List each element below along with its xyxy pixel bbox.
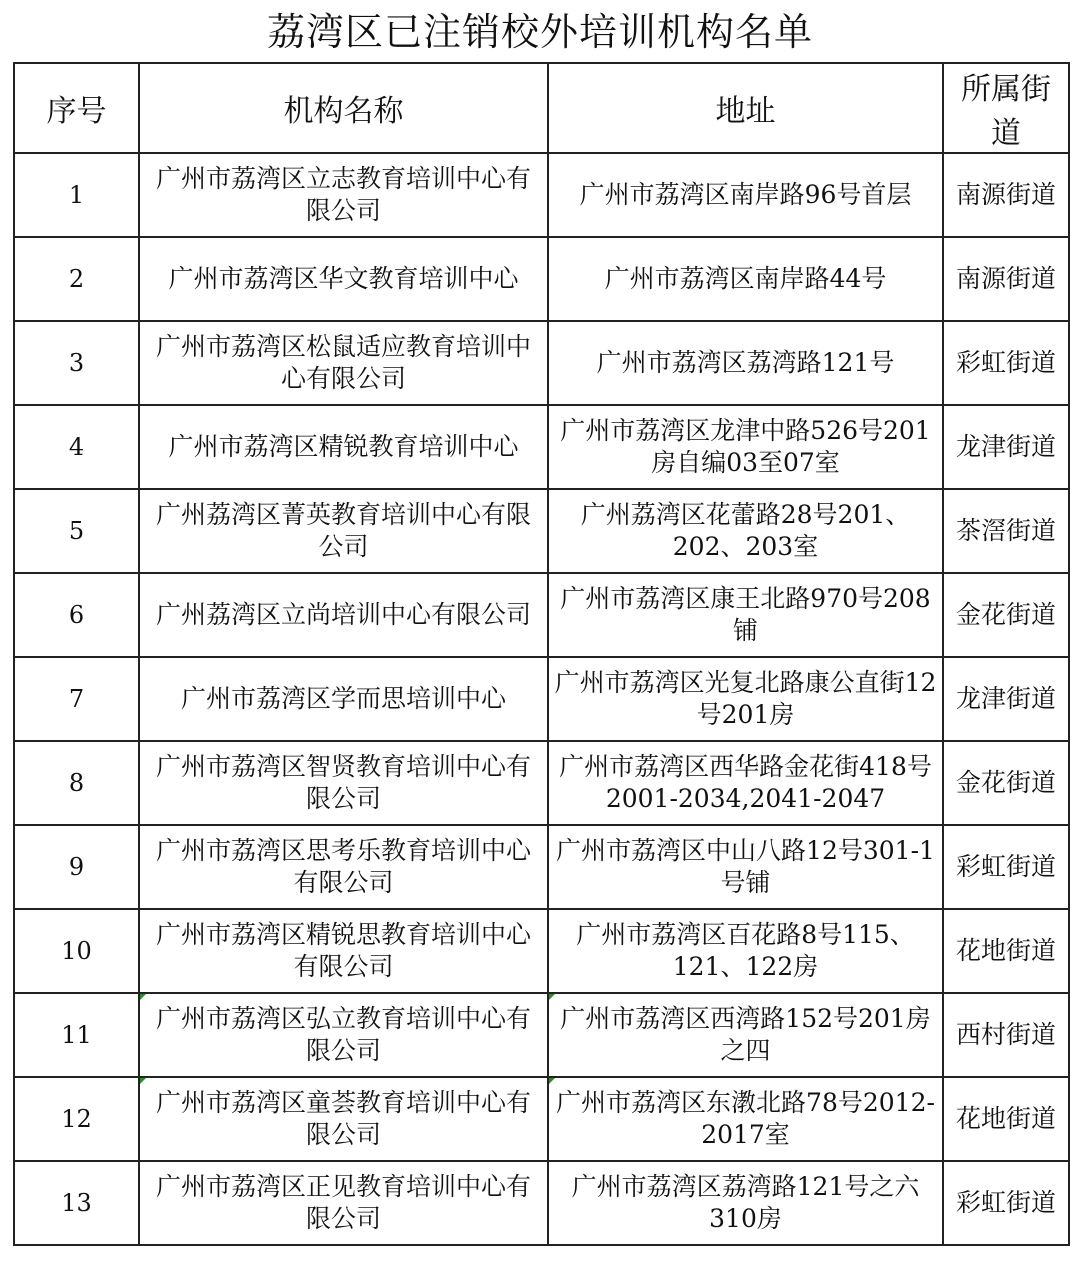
institution-street: 金花街道 — [943, 573, 1069, 657]
institution-street: 金花街道 — [943, 741, 1069, 825]
institution-name-cell — [139, 1077, 548, 1161]
column-header-address: 地址 — [548, 63, 943, 153]
row-number: 7 — [14, 657, 139, 741]
table-row — [14, 1077, 1069, 1161]
institution-street: 龙津街道 — [943, 657, 1069, 741]
institution-address: 广州市荔湾区龙津中路526号201房自编03至07室 — [548, 405, 943, 489]
row-number: 11 — [14, 993, 139, 1077]
institution-street: 花地街道 — [943, 909, 1069, 993]
institution-street: 花地街道 — [943, 1077, 1069, 1161]
table-row — [14, 1161, 1069, 1245]
row-number: 6 — [14, 573, 139, 657]
row-number: 8 — [14, 741, 139, 825]
row-number: 4 — [14, 405, 139, 489]
cell-comment-marker-icon — [549, 994, 555, 1000]
table-row — [14, 825, 1069, 909]
institution-name: 广州市荔湾区智贤教育培训中心有限公司 — [139, 741, 548, 825]
row-number: 10 — [14, 909, 139, 993]
institution-address: 广州市荔湾区南岸路44号 — [548, 237, 943, 321]
row-number: 1 — [14, 153, 139, 237]
table-row — [14, 909, 1069, 993]
institution-name: 广州市荔湾区学而思培训中心 — [139, 657, 548, 741]
cell-comment-marker-icon — [140, 994, 146, 1000]
row-number: 9 — [14, 825, 139, 909]
institution-address: 广州市荔湾区光复北路康公直街12号201房 — [548, 657, 943, 741]
cell-comment-marker-icon — [549, 1078, 555, 1084]
institution-name: 广州市荔湾区立志教育培训中心有限公司 — [139, 153, 548, 237]
row-number: 3 — [14, 321, 139, 405]
table-row — [14, 153, 1069, 237]
institution-address: 广州市荔湾区南岸路96号首层 — [548, 153, 943, 237]
table-row — [14, 321, 1069, 405]
column-header-street: 所属街道 — [943, 63, 1069, 153]
page-title: 荔湾区已注销校外培训机构名单 — [266, 10, 813, 54]
row-number: 2 — [14, 237, 139, 321]
institution-street: 彩虹街道 — [943, 825, 1069, 909]
institution-name: 广州市荔湾区童荟教育培训中心有限公司 — [155, 1088, 531, 1149]
institution-address: 广州市荔湾区康王北路970号208铺 — [548, 573, 943, 657]
column-header-number: 序号 — [14, 63, 139, 153]
institution-address-cell — [548, 993, 943, 1077]
cell-comment-marker-icon — [140, 1078, 146, 1084]
table-header-row — [14, 63, 1069, 153]
institution-name: 广州市荔湾区弘立教育培训中心有限公司 — [155, 1004, 531, 1065]
institution-street: 彩虹街道 — [943, 1161, 1069, 1245]
row-number: 5 — [14, 489, 139, 573]
institution-address-cell — [548, 1077, 943, 1161]
table-row — [14, 237, 1069, 321]
institution-street: 西村街道 — [943, 993, 1069, 1077]
institution-name: 广州市荔湾区精锐思教育培训中心有限公司 — [139, 909, 548, 993]
institution-street: 龙津街道 — [943, 405, 1069, 489]
institution-name-cell — [139, 993, 548, 1077]
table-row — [14, 657, 1069, 741]
institution-address: 广州市荔湾区荔湾路121号之六310房 — [548, 1161, 943, 1245]
institution-address: 广州荔湾区花蕾路28号201、202、203室 — [548, 489, 943, 573]
institution-street: 南源街道 — [943, 153, 1069, 237]
table-row — [14, 741, 1069, 825]
table-row — [14, 573, 1069, 657]
institution-name: 广州荔湾区菁英教育培训中心有限公司 — [139, 489, 548, 573]
column-header-name: 机构名称 — [139, 63, 548, 153]
institution-address: 广州市荔湾区荔湾路121号 — [548, 321, 943, 405]
institution-name: 广州市荔湾区精锐教育培训中心 — [139, 405, 548, 489]
institution-address: 广州市荔湾区西华路金花街418号2001-2034,2041-2047 — [548, 741, 943, 825]
institution-name: 广州市荔湾区松鼠适应教育培训中心有限公司 — [139, 321, 548, 405]
institution-name: 广州市荔湾区正见教育培训中心有限公司 — [139, 1161, 548, 1245]
institution-address: 广州市荔湾区百花路8号115、121、122房 — [548, 909, 943, 993]
institution-street: 彩虹街道 — [943, 321, 1069, 405]
institution-street: 茶滘街道 — [943, 489, 1069, 573]
institution-address: 广州市荔湾区东漖北路78号2012-2017室 — [556, 1088, 935, 1149]
institution-name: 广州荔湾区立尚培训中心有限公司 — [139, 573, 548, 657]
institution-street: 南源街道 — [943, 237, 1069, 321]
institution-address: 广州市荔湾区西湾路152号201房之四 — [560, 1004, 931, 1065]
table-row — [14, 405, 1069, 489]
institution-address: 广州市荔湾区中山八路12号301-1号铺 — [548, 825, 943, 909]
row-number: 12 — [14, 1077, 139, 1161]
institution-table — [13, 62, 1070, 1246]
table-row — [14, 993, 1069, 1077]
row-number: 13 — [14, 1161, 139, 1245]
institution-name: 广州市荔湾区华文教育培训中心 — [139, 237, 548, 321]
table-row — [14, 489, 1069, 573]
institution-name: 广州市荔湾区思考乐教育培训中心有限公司 — [139, 825, 548, 909]
